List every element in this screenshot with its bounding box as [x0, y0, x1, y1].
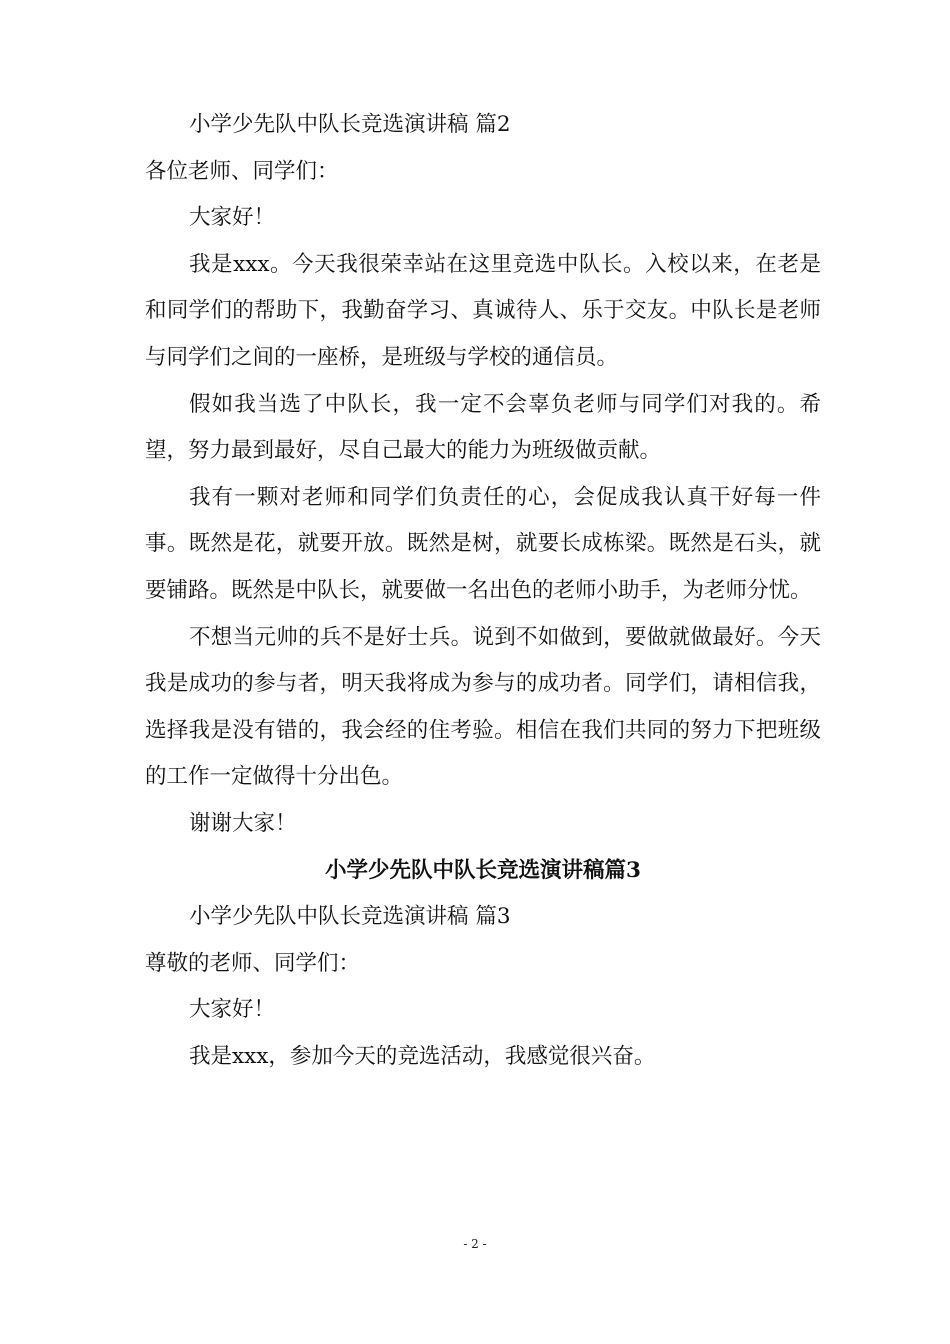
- paragraph-salutation-2: 尊敬的老师、同学们：: [145, 950, 361, 976]
- document-body: [145, 102, 821, 1080]
- paragraph-intro: 我是xxx。今天我很荣幸站在这里竞选中队长。入校以来，在老是和同学们的帮助下，我勤奋学习、真诚待人、乐于交友。中队长是老师与同学们之间的一座桥，是班级与学校的通信员。: [145, 251, 821, 370]
- paragraph-greeting-2: 大家好！: [189, 997, 276, 1023]
- paragraph-intro-2: 我是xxx，参加今天的竞选活动，我感觉很兴奋。: [189, 1043, 656, 1069]
- paragraph-subtitle-2: 小学少先队中队长竞选演讲稿 篇2: [189, 112, 511, 137]
- page-number: - 2 -: [463, 1237, 487, 1251]
- paragraph-promise: 假如我当选了中队长，我一定不会辜负老师与同学们对我的。希望，努力最到最好，尽自己最大的能力为班级做贡献。: [145, 391, 821, 464]
- paragraph-thanks: 谢谢大家！: [189, 810, 297, 836]
- paragraph-conclusion: 不想当元帅的兵不是好士兵。说到不如做到，要做就做最好。今天我是成功的参与者，明天我将成为参与的成功者。同学们，请相信我，选择我是没有错的，我会经的住考验。相信在我们共同的努力下把班级的工作一定做得十分出色。: [145, 624, 821, 790]
- paragraph-responsibility: 我有一颗对老师和同学们负责任的心，会促成我认真干好每一件事。既然是花，就要开放。既然是树，就要长成栋梁。既然是石头，就要铺路。既然是中队长，就要做一名出色的老师小助手，为老师分忧。: [145, 484, 821, 603]
- paragraph-salutation: 各位老师、同学们：: [145, 158, 339, 184]
- paragraph-greeting: 大家好！: [189, 205, 276, 231]
- paragraph-subtitle-3: 小学少先队中队长竞选演讲稿 篇3: [189, 904, 511, 930]
- section-heading: 小学少先队中队长竞选演讲稿篇3: [325, 857, 641, 883]
